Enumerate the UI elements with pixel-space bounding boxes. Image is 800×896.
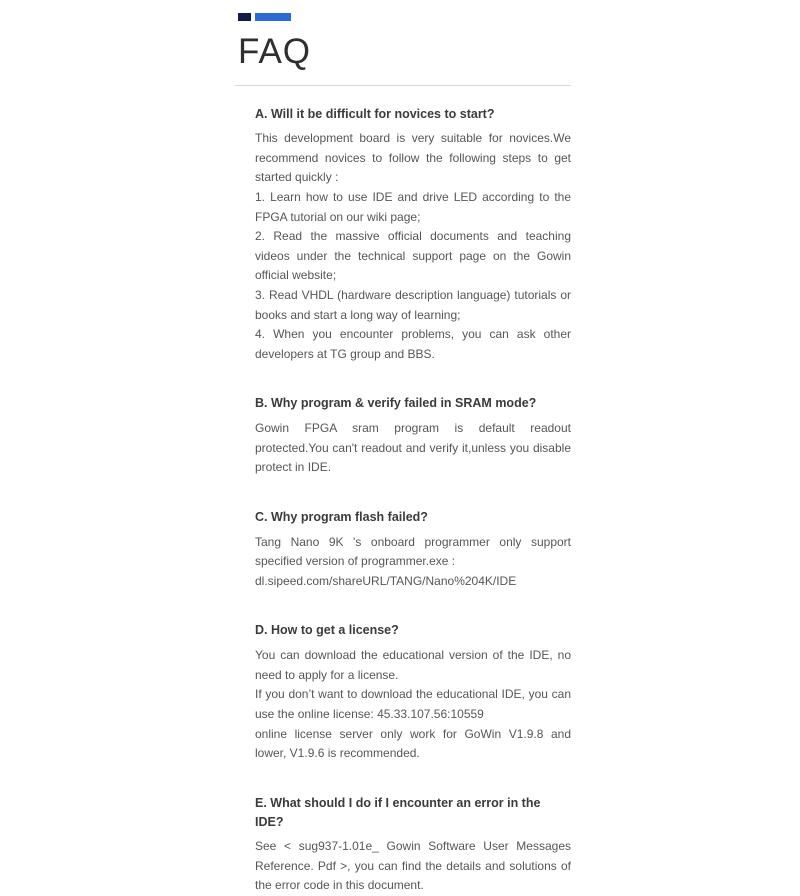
faq-answer-paragraph: online license server only work for GoWin V1.9.8 and lower, V1.9.6 is recommended.: [255, 725, 571, 764]
header-accent-bars: [238, 12, 571, 21]
faq-section-a: [255, 105, 571, 365]
faq-answer-paragraph: This development board is very suitable for novices.We recommend novices to follow the following steps to get started quickly :: [255, 129, 571, 188]
faq-answer: [255, 646, 571, 764]
faq-section-d: [255, 621, 571, 763]
accent-bar-dark: [238, 13, 251, 21]
faq-answer: [255, 837, 571, 896]
faq-answer-paragraph: 1. Learn how to use IDE and drive LED according to the FPGA tutorial on our wiki page;: [255, 188, 571, 227]
faq-question: C. Why program flash failed?: [255, 508, 571, 527]
faq-question: A. Will it be difficult for novices to start?: [255, 105, 571, 124]
accent-bar-blue: [255, 13, 291, 21]
faq-section-c: [255, 508, 571, 592]
faq-answer: [255, 533, 571, 592]
faq-answer-url: dl.sipeed.com/shareURL/TANG/Nano%204K/IDE: [255, 572, 571, 592]
faq-answer: [255, 419, 571, 478]
faq-section-b: [255, 394, 571, 478]
faq-question: D. How to get a license?: [255, 621, 571, 640]
faq-question: B. Why program & verify failed in SRAM mode?: [255, 394, 571, 413]
faq-answer-paragraph: See < sug937-1.01e_ Gowin Software User Messages Reference. Pdf >, you can find the details and solutions of the error code in this document.: [255, 837, 571, 896]
faq-answer-paragraph: You can download the educational version of the IDE, no need to apply for a license.: [255, 646, 571, 685]
faq-answer-paragraph: 2. Read the massive official documents and teaching videos under the technical support page on the Gowin official website;: [255, 227, 571, 286]
faq-answer-paragraph: If you don’t want to download the educational IDE, you can use the online license: 45.33.107.56:10559: [255, 685, 571, 724]
page-title: FAQ: [238, 33, 571, 72]
faq-content: [255, 105, 571, 896]
faq-answer-paragraph: 3. Read VHDL (hardware description language) tutorials or books and start a long way of learning;: [255, 286, 571, 325]
faq-section-e: [255, 794, 571, 896]
faq-answer: [255, 129, 571, 364]
faq-page: [235, 12, 571, 896]
faq-question: E. What should I do if I encounter an error in the IDE?: [255, 794, 571, 832]
faq-answer-paragraph: Tang Nano 9K 's onboard programmer only support specified version of programmer.exe :: [255, 533, 571, 572]
faq-answer-paragraph: 4. When you encounter problems, you can ask other developers at TG group and BBS.: [255, 325, 571, 364]
faq-answer-paragraph: Gowin FPGA sram program is default readout protected.You can't readout and verify it,unless you disable protect in IDE.: [255, 419, 571, 478]
title-divider: [235, 85, 571, 86]
